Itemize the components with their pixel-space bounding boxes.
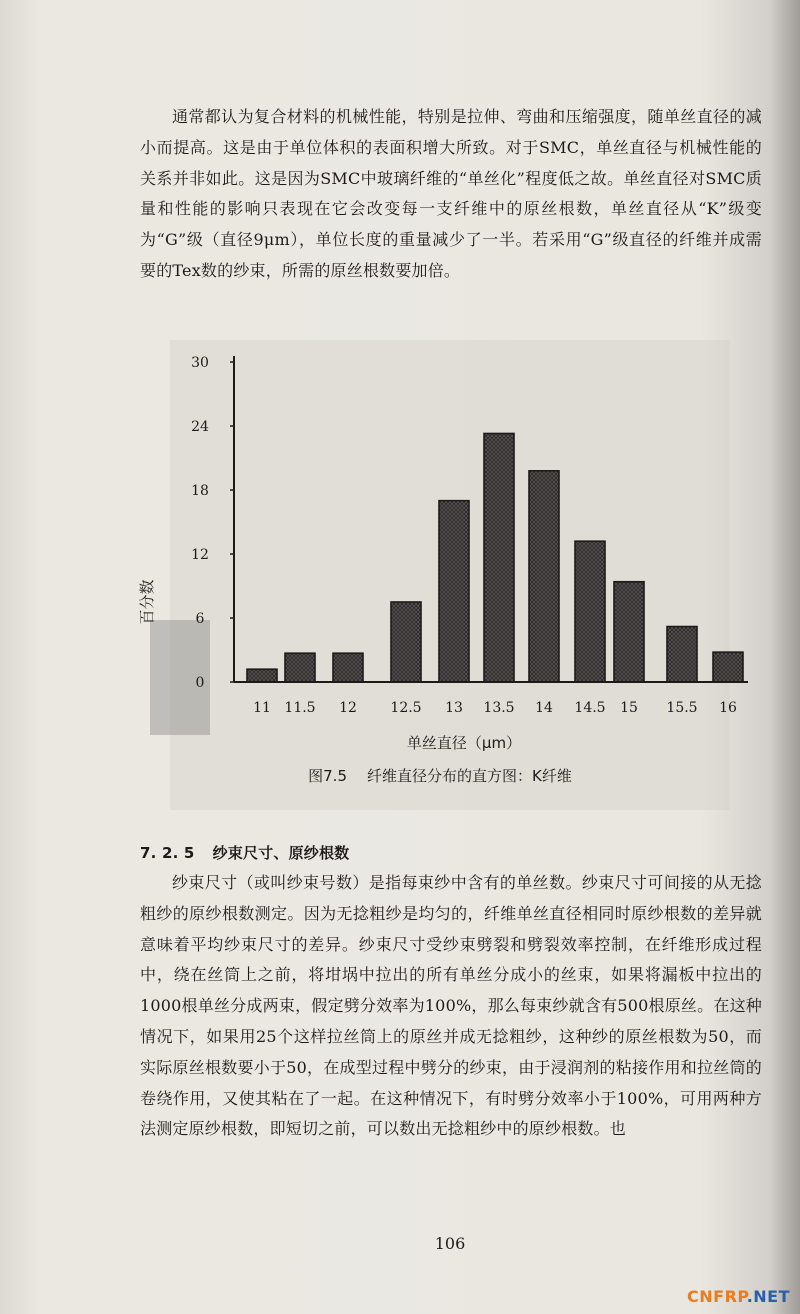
watermark-text-2: .NET <box>746 1287 790 1306</box>
y-tick-label: 24 <box>191 419 209 435</box>
x-axis-label: 单丝直径（μm） <box>406 734 522 752</box>
x-tick-label: 15.5 <box>666 700 698 716</box>
x-tick-label: 15 <box>620 700 638 716</box>
x-axis-ticks <box>253 700 737 716</box>
histogram-bar <box>391 602 421 682</box>
figure-number: 图7.5 <box>308 767 347 785</box>
x-tick-label: 11 <box>253 700 271 716</box>
histogram-chart <box>130 340 750 760</box>
histogram-bar <box>713 652 743 682</box>
section-heading <box>140 838 762 868</box>
histogram-bar <box>575 541 605 682</box>
x-tick-label: 14.5 <box>574 700 606 716</box>
y-tick-label: 30 <box>191 355 209 371</box>
figure-7-5 <box>130 340 750 820</box>
bar-group <box>247 433 743 682</box>
x-tick-label: 14 <box>535 700 553 716</box>
section-title: 纱束尺寸、原纱根数 <box>212 844 350 862</box>
x-tick-label: 16 <box>719 700 737 716</box>
section-number: 7. 2. 5 <box>140 844 195 862</box>
histogram-bar <box>484 433 514 682</box>
histogram-bar <box>333 653 363 682</box>
histogram-bar <box>285 653 315 682</box>
site-watermark <box>687 1287 790 1306</box>
y-tick-label: 12 <box>191 547 209 563</box>
histogram-bar <box>614 582 644 682</box>
x-tick-label: 12 <box>339 700 357 716</box>
x-tick-label: 13.5 <box>483 700 515 716</box>
section-paragraph: 纱束尺寸（或叫纱束号数）是指每束纱中含有的单丝数。纱束尺寸可间接的从无捻粗纱的原纱根数测定。因为无捻粗纱是均匀的，纤维单丝直径相同时原纱根数的差异就意味着平均纱束尺寸的差异。纱束尺寸受纱束劈裂和劈裂效率控制，在纤维形成过程中，绕在丝筒上之前，将坩埚中拉出的所有单丝分成小的丝束，如果将漏板中拉出的1000根单丝分成两束，假定劈分效率为100%，那么每束纱就含有500根原丝。在这种情况下，如果用25个这样拉丝筒上的原丝并成无捻粗纱，这种纱的原丝根数为50，而实际原丝根数要小于50，在成型过程中劈分的纱束，由于浸润剂的粘接作用和拉丝筒的卷绕作用，又使其粘在了一起。在这种情况下，有时劈分效率小于100%，可用两种方法测定原纱根数，即短切之前，可以数出无捻粗纱中的原纱根数。也 <box>140 873 762 1139</box>
histogram-bar <box>247 669 277 682</box>
histogram-bar <box>667 627 697 682</box>
histogram-bar <box>529 471 559 682</box>
paragraph-text: 通常都认为复合材料的机械性能，特别是拉伸、弯曲和压缩强度，随单丝直径的减小而提高。这是由于单位体积的表面积增大所致。对于SMC，单丝直径与机械性能的关系并非如此。这是因为SMC中玻璃纤维的“单丝化”程度低之故。单丝直径对SMC质量和性能的影响只表现在它会改变每一支纤维中的原丝根数，单丝直径从“K”级变为“G”级（直径9μm），单位长度的重量减少了一半。若采用“G”级直径的纤维并成需要的Tex数的纱束，所需的原丝根数要加倍。 <box>140 107 762 280</box>
y-axis-ticks <box>191 355 234 691</box>
figure-caption <box>130 765 750 786</box>
x-tick-label: 13 <box>445 700 463 716</box>
histogram-bar <box>439 501 469 682</box>
y-axis-label: 百分数 <box>138 579 156 625</box>
section-7-2-5 <box>140 838 762 1145</box>
x-tick-label: 11.5 <box>284 700 316 716</box>
x-tick-label: 12.5 <box>390 700 422 716</box>
y-tick-label: 0 <box>195 675 205 691</box>
page-number: 106 <box>434 1234 466 1253</box>
body-paragraph-1 <box>140 102 762 287</box>
y-tick-label: 6 <box>195 611 205 627</box>
watermark-text-1: CNFRP <box>687 1287 747 1306</box>
figure-title: 纤维直径分布的直方图：K纤维 <box>367 767 572 785</box>
y-tick-label: 18 <box>191 483 209 499</box>
